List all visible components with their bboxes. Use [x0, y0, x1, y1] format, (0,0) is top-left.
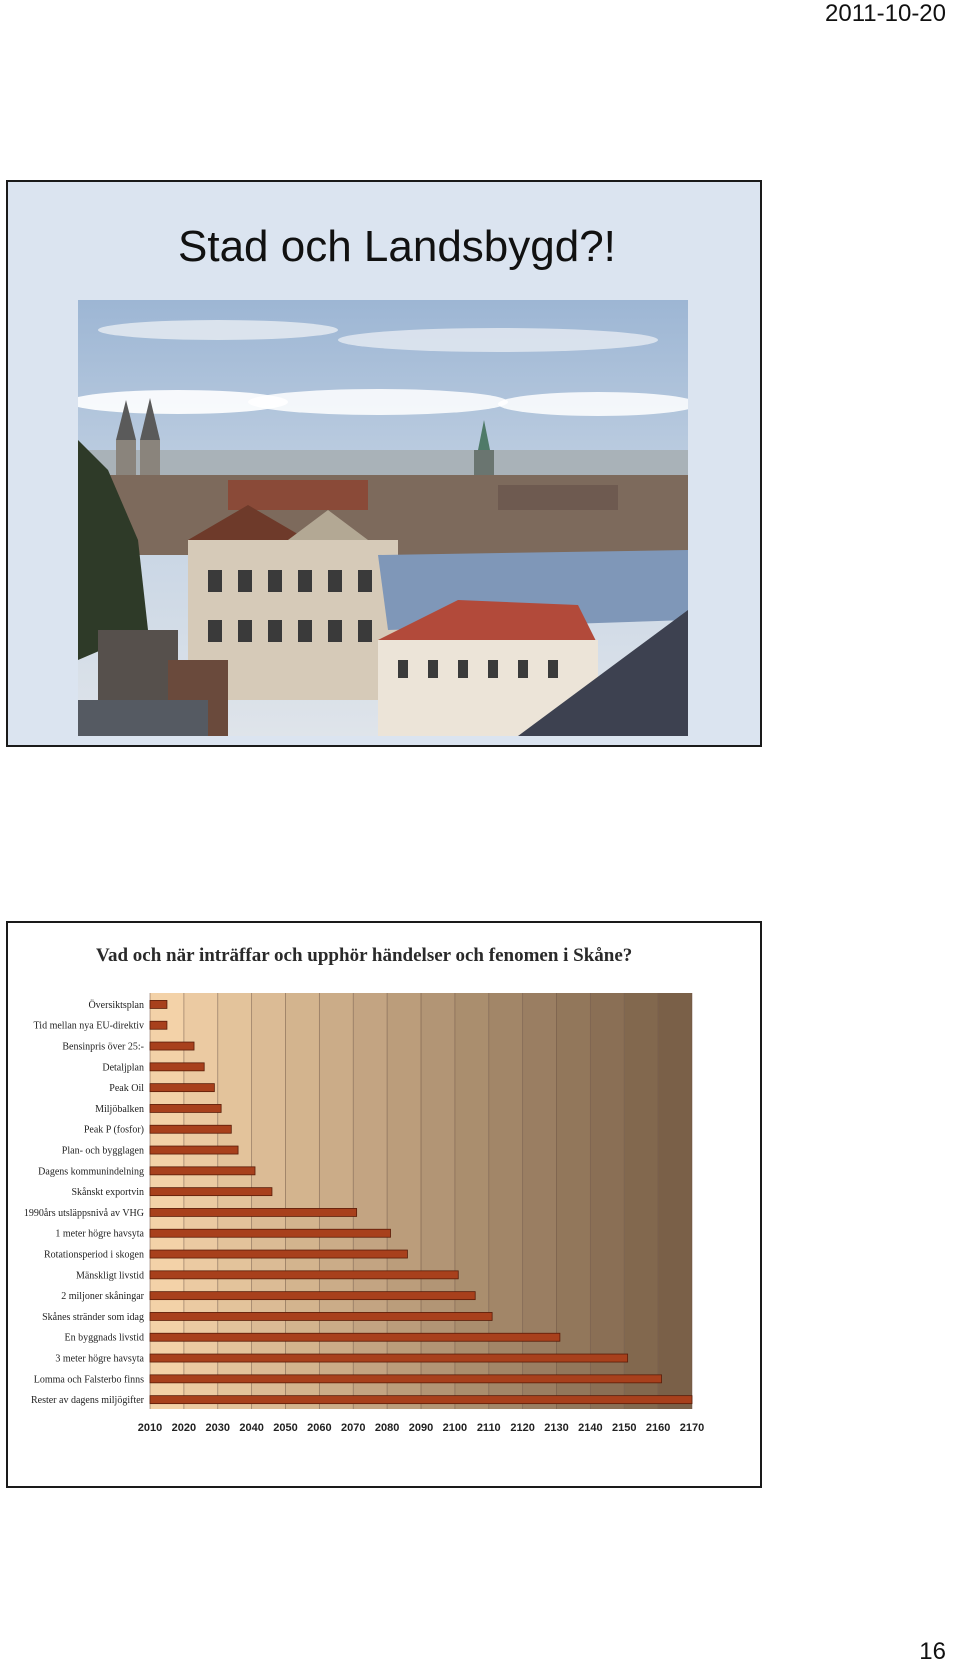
chart-band [218, 993, 252, 1409]
city-photo [78, 300, 688, 736]
chart-bar [150, 1375, 662, 1383]
chart-band [184, 993, 218, 1409]
chart-bar [150, 1292, 475, 1300]
chart-bar [150, 1312, 492, 1320]
chart-tick-label: 2060 [307, 1422, 332, 1434]
chart-category-label: Rester av dagens miljögifter [30, 1395, 144, 1407]
chart-tick-label: 2050 [273, 1422, 298, 1434]
chart-band [150, 993, 184, 1409]
chart-category-label: Plan- och bygglagen [61, 1145, 144, 1157]
chart-bar [150, 1250, 407, 1258]
chart-category-label: Mänskligt livstid [75, 1270, 144, 1282]
chart-bar [150, 1125, 231, 1133]
chart-category-label: 3 meter högre havsyta [55, 1353, 144, 1365]
chart-category-label: En byggnads livstid [64, 1332, 144, 1344]
chart-bar [150, 1167, 255, 1175]
chart-category-label: Detaljplan [102, 1062, 144, 1074]
chart-tick-label: 2100 [442, 1422, 468, 1434]
chart-category-label: Dagens kommunindelning [38, 1166, 144, 1178]
page-number: 16 [919, 1638, 946, 1665]
header-date: 2011-10-20 [825, 0, 946, 27]
chart-bar [150, 1084, 214, 1092]
chart-band [455, 993, 489, 1409]
chart-tick-label: 2040 [239, 1422, 264, 1434]
chart-category-label: Peak Oil [109, 1083, 144, 1095]
chart-category-label: Skånskt exportvin [71, 1187, 144, 1199]
chart-category-label: Miljöbalken [95, 1103, 144, 1115]
chart-category-label: Rotationsperiod i skogen [44, 1249, 144, 1261]
chart-band [489, 993, 523, 1409]
chart-category-label: Peak P (fosfor) [83, 1124, 144, 1136]
chart-band [624, 993, 658, 1409]
chart-category-label: 1 meter högre havsyta [55, 1228, 144, 1240]
chart-tick-label: 2090 [408, 1422, 434, 1434]
chart-tick-label: 2170 [679, 1422, 705, 1434]
chart-category-label: Tid mellan nya EU-direktiv [33, 1020, 144, 1032]
chart-tick-label: 2120 [510, 1422, 535, 1434]
chart-band [421, 993, 455, 1409]
chart-tick-label: 2030 [205, 1422, 230, 1434]
chart-category-label: Lomma och Falsterbo finns [33, 1374, 144, 1386]
chart-tick-label: 2160 [645, 1422, 671, 1434]
chart-bar [150, 1229, 391, 1237]
chart-title: Vad och när inträffar och upphör händelser och fenomen i Skåne? [96, 945, 633, 966]
chart-band [658, 993, 692, 1409]
chart-tick-label: 2010 [137, 1422, 163, 1434]
chart-category-label: Översiktsplan [88, 999, 144, 1011]
timeline-chart [8, 923, 760, 1488]
chart-tick-label: 2140 [578, 1422, 603, 1434]
chart-tick-label: 2110 [476, 1422, 501, 1434]
chart-bar [150, 1188, 272, 1196]
chart-category-label: Skånes stränder som idag [42, 1311, 144, 1323]
chart-bar [150, 1021, 167, 1029]
chart-bar [150, 1000, 167, 1008]
chart-tick-label: 2130 [544, 1422, 569, 1434]
chart-band [353, 993, 387, 1409]
chart-bar [150, 1208, 357, 1216]
chart-band [387, 993, 421, 1409]
chart-tick-label: 2020 [171, 1422, 197, 1434]
chart-bar [150, 1063, 204, 1071]
chart-tick-label: 2150 [612, 1422, 637, 1434]
chart-bar [150, 1396, 692, 1404]
slide-2 [6, 921, 762, 1488]
chart-category-label: Bensinpris över 25:- [62, 1041, 144, 1053]
chart-category-label: 1990års utsläppsnivå av VHG [23, 1207, 144, 1219]
chart-band [523, 993, 557, 1409]
chart-bar [150, 1146, 238, 1154]
chart-band [286, 993, 320, 1409]
chart-bar [150, 1271, 458, 1279]
chart-category-label: 2 miljoner skåningar [61, 1291, 144, 1303]
chart-band [252, 993, 286, 1409]
chart-band [319, 993, 353, 1409]
chart-band [590, 993, 624, 1409]
chart-tick-label: 2080 [374, 1422, 400, 1434]
chart-tick-label: 2070 [341, 1422, 366, 1434]
chart-band [557, 993, 591, 1409]
city-photo-illustration [78, 300, 688, 736]
chart-bar [150, 1354, 628, 1362]
slide-title: Stad och Landsbygd?! [178, 222, 616, 271]
chart-bar [150, 1104, 221, 1112]
slide-1 [6, 180, 762, 747]
timeline-chart-svg [8, 923, 760, 1486]
chart-bar [150, 1042, 194, 1050]
chart-bar [150, 1333, 560, 1341]
